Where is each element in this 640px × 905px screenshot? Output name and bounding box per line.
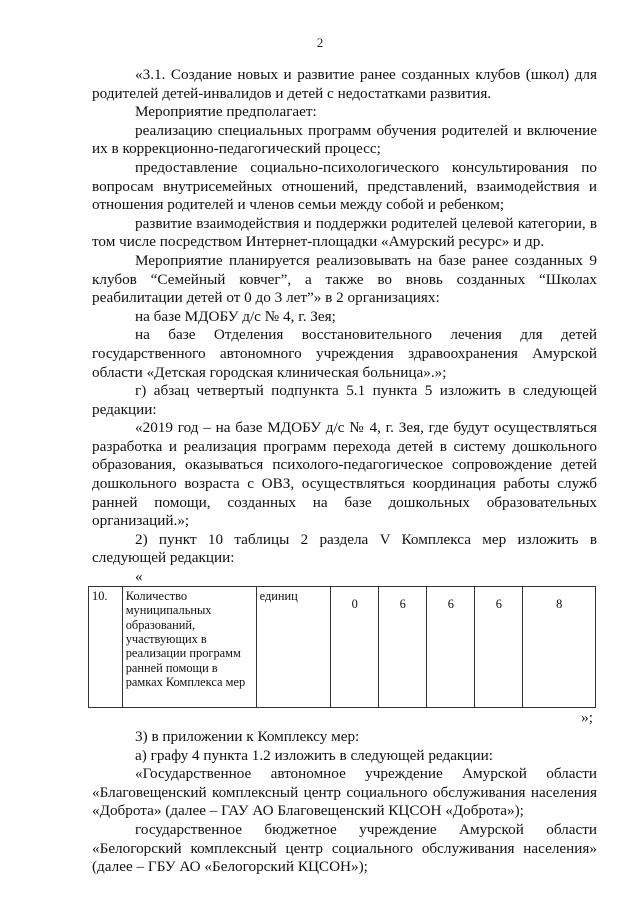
paragraph: реализацию специальных программ обучения родителей и включение их в коррекционно-педагогический процесс; xyxy=(92,121,597,158)
paragraphs-top xyxy=(92,66,597,568)
page-number: 2 xyxy=(316,35,324,50)
value-1: 0 xyxy=(351,597,358,612)
paragraph: 2) пункт 10 таблицы 2 раздела V Комплекса мер изложить в следующей редакции: xyxy=(92,530,597,567)
value-cell-1 xyxy=(331,587,379,708)
paragraphs-bottom xyxy=(92,728,597,877)
paragraph: на базе МДОБУ д/с № 4, г. Зея; xyxy=(135,307,336,325)
paragraph: «3.1. Создание новых и развитие ранее созданных клубов (школ) для родителей детей-инвалидов и детей с недостатками развития. xyxy=(92,66,597,102)
value-cell-3 xyxy=(427,587,475,708)
paragraph: государственное бюджетное учреждение Амурской области «Белогорский комплексный центр социального обслуживания населения» (далее – ГБУ АО «Белогорский КЦСОН»); xyxy=(92,821,597,876)
paragraph: «2019 год – на базе МДОБУ д/с № 4, г. Зея, где будут осуществляться разработка и реализация программ перехода детей в систему дошкольного образования, оказываться психолого-педагогическое сопровождение детей дошкольного возраста с ОВЗ, осуществляться координация работы служб ранней помощи, созданных на базе дошкольных образовательных организаций.»; xyxy=(92,419,597,530)
paragraph: г) абзац четвертый подпункта 5.1 пункта 5 изложить в следующей редакции: xyxy=(92,382,597,418)
table-close-quote: »; xyxy=(581,709,593,727)
paragraph: а) графу 4 пункта 1.2 изложить в следующей редакции: xyxy=(135,746,493,764)
paragraph: Мероприятие планируется реализовывать на базе ранее созданных 9 клубов “Семейный ковчег”, а также во вновь созданных “Школах реабилитации детей от 0 до 3 лет”» в 2 организациях: xyxy=(92,251,597,307)
paragraph: предоставление социально-психологического консультирования по вопросам внутрисемейных отношений, представлений, взаимодействия и отношения родителей и членов семьи между собой и ребенком; xyxy=(92,158,597,214)
paragraph: «Государственное автономное учреждение Амурской области «Благовещенский комплексный центр социального обслуживания населения «Доброта» (далее – ГАУ АО Благовещенский КЦСОН «Доброта»); xyxy=(92,765,597,820)
value-5: 8 xyxy=(556,597,563,612)
value-cell-2 xyxy=(379,587,427,708)
paragraph: развитие взаимодействия и поддержки родителей целевой категории, в том числе посредством Интернет-площадки «Амурский ресурс» и др. xyxy=(92,214,597,251)
measures-table xyxy=(88,586,596,708)
paragraph: на базе Отделения восстановительного лечения для детей государственного автономного учреждения здравоохранения Амурской области «Детская городская клиническая больница».»; xyxy=(92,326,597,381)
value-2: 6 xyxy=(399,597,406,612)
table-row xyxy=(89,587,596,708)
value-3: 6 xyxy=(447,597,454,612)
document-body xyxy=(92,66,597,877)
value-cell-5 xyxy=(523,587,596,708)
value-cell-4 xyxy=(475,587,523,708)
indicator-name-cell: Количество муниципальных образований, участвующих в реализации программ ранней помощи в рамках Комплекса мер xyxy=(122,587,256,708)
row-number-cell: 10. xyxy=(89,587,123,708)
paragraph: 3) в приложении к Комплексу мер: xyxy=(135,728,360,746)
paragraph: Мероприятие предполагает: xyxy=(135,103,317,121)
unit-cell: единиц xyxy=(256,587,331,708)
table-open-quote: « xyxy=(135,568,143,586)
value-4: 6 xyxy=(495,597,502,612)
